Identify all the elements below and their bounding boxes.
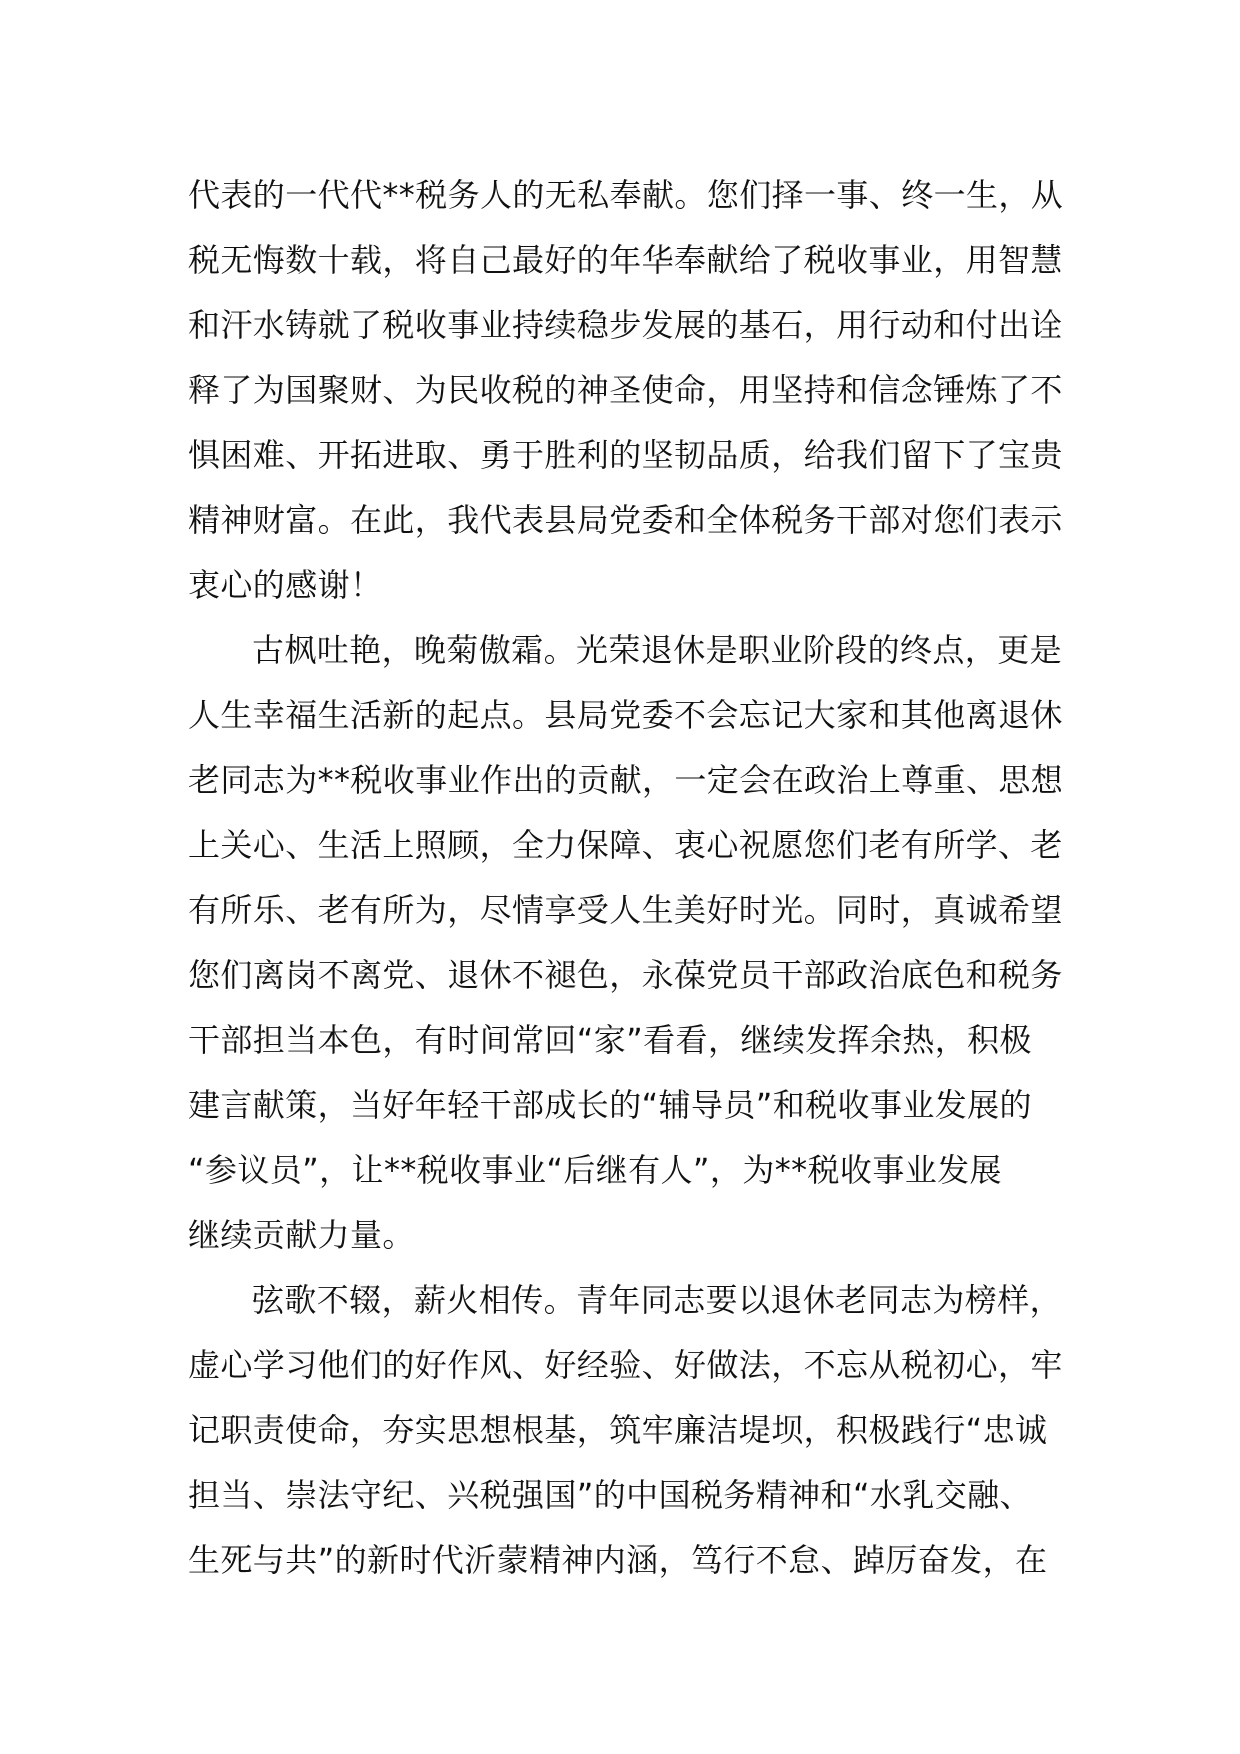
text-line: 弦歌不辍，薪火相传。青年同志要以退休老同志为榜样， [252,1281,1063,1319]
text-line: 古枫吐艳，晚菊傲霜。光荣退休是职业阶段的终点，更是 [252,631,1063,669]
text-line: 上关心、生活上照顾，全力保障、衷心祝愿您们老有所学、老 [188,826,1063,864]
text-line: 精神财富。在此，我代表县局党委和全体税务干部对您们表示 [188,501,1063,539]
text-line: 您们离岗不离党、退休不褪色，永葆党员干部政治底色和税务 [188,956,1063,994]
text-line: 生死与共”的新时代沂蒙精神内涵，笃行不怠、踔厉奋发，在 [188,1541,1048,1579]
text-line: 衷心的感谢！ [188,566,383,604]
text-line: 老同志为**税收事业作出的贡献，一定会在政治上尊重、思想 [188,761,1064,799]
text-line: 税无悔数十载，将自己最好的年华奉献给了税收事业，用智慧 [188,241,1063,279]
text-line: 记职责使命，夯实思想根基，筑牢廉洁堤坝，积极践行“忠诚 [188,1411,1048,1449]
text-line: 和汗水铸就了税收事业持续稳步发展的基石，用行动和付出诠 [188,306,1063,344]
text-line: 担当、崇法守纪、兴税强国”的中国税务精神和“水乳交融、 [188,1476,1032,1514]
text-line: 惧困难、开拓进取、勇于胜利的坚韧品质，给我们留下了宝贵 [188,436,1063,474]
text-line: 虚心学习他们的好作风、好经验、好做法，不忘从税初心，牢 [188,1346,1063,1384]
text-line: 有所乐、老有所为，尽情享受人生美好时光。同时，真诚希望 [188,891,1063,929]
text-line: 人生幸福生活新的起点。县局党委不会忘记大家和其他离退休 [188,696,1063,734]
document-body [188,163,1064,1593]
text-line: “参议员”，让**税收事业“后继有人”，为**税收事业发展 [188,1151,1002,1189]
text-line: 继续贡献力量。 [188,1216,415,1254]
text-line: 释了为国聚财、为民收税的神圣使命，用坚持和信念锤炼了不 [188,371,1063,409]
text-line: 建言献策，当好年轻干部成长的“辅导员”和税收事业发展的 [188,1086,1032,1124]
text-line: 干部担当本色，有时间常回“家”看看，继续发挥余热，积极 [188,1021,1032,1059]
text-line: 代表的一代代**税务人的无私奉献。您们择一事、终一生，从 [188,176,1064,214]
